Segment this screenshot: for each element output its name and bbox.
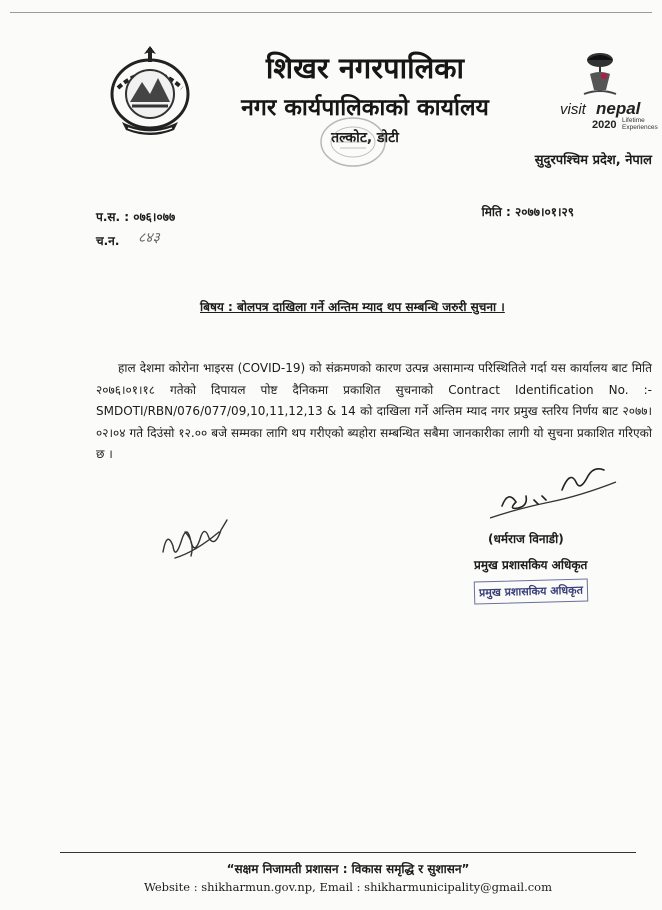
letter-subject: बिषय : बोलपत्र दाखिला गर्ने अन्तिम म्याद थप सम्बन्धि जरुरी सुचना । <box>200 300 505 314</box>
designation-stamp: प्रमुख प्रशासकिय अधिकृत <box>474 579 589 605</box>
nepal-government-emblem-icon <box>108 44 192 140</box>
signatory-title: प्रमुख प्रशासकिय अधिकृत <box>474 558 588 572</box>
footer-slogan: “सक्षम निजामती प्रशासन : विकास समृद्धि र सुशासन” <box>226 862 470 876</box>
cn-label: च.न. <box>96 234 120 248</box>
ps-number: प.स. : ०७६।०७७ <box>96 210 176 224</box>
office-title: नगर कार्यपालिकाको कार्यालय <box>241 95 489 121</box>
logo-tagline-1: Lifetime <box>622 117 645 124</box>
logo-brand-visit: visit <box>560 101 586 118</box>
footer-contact: Website : shikharmun.gov.np, Email : shikharmunicipality@gmail.com <box>143 880 552 894</box>
logo-brand-nepal: nepal <box>596 99 641 118</box>
faint-office-stamp <box>318 115 388 170</box>
handwritten-signature-left <box>155 512 235 568</box>
signatory-name: (धर्मराज विनाडी) <box>488 532 564 546</box>
office-location: तल्कोट, डोटी <box>331 130 399 146</box>
letter-body: हाल देशमा कोरोना भाइरस (COVID-19) को संक्रमणको कारण उत्पन्न असामान्य परिस्थितिले गर्दा यस कार्यालय बाट मिति २०७६।०१।१८ गतेको दिपायल पोष्ट दैनिकमा प्रकाशित सुचनाको Contract Identification No. :- SMDOTI/RBN/076/077/09,10,11,12,13 & 14 को दाखिला गर्ने अन्तिम म्याद नगर प्रमुख स्तरिय निर्णय बाट २०७७।०२।०४ गते दिउंसो १२.०० बजे सम्मका लागि थप गरीएको ब्यहोरा सम्बन्धित सबैमा जानकारीका लागी यो सुचना प्रकाशित गरिएको छ । <box>96 361 652 461</box>
logo-tagline-2: Experiences <box>622 124 658 131</box>
visit-nepal-2020-logo <box>556 44 658 134</box>
cn-handwritten-number: ८४३ <box>138 230 160 246</box>
logo-year: 2020 <box>592 119 617 131</box>
municipality-title: शिखर नगरपालिका <box>265 51 465 85</box>
footer-rule <box>60 852 636 853</box>
top-rule <box>10 12 652 13</box>
letter-date: मिति : २०७७।०१।२९ <box>481 205 574 219</box>
province-line: सुदुरपश्चिम प्रदेश, नेपाल <box>534 153 652 168</box>
handwritten-signature-right <box>482 466 622 526</box>
